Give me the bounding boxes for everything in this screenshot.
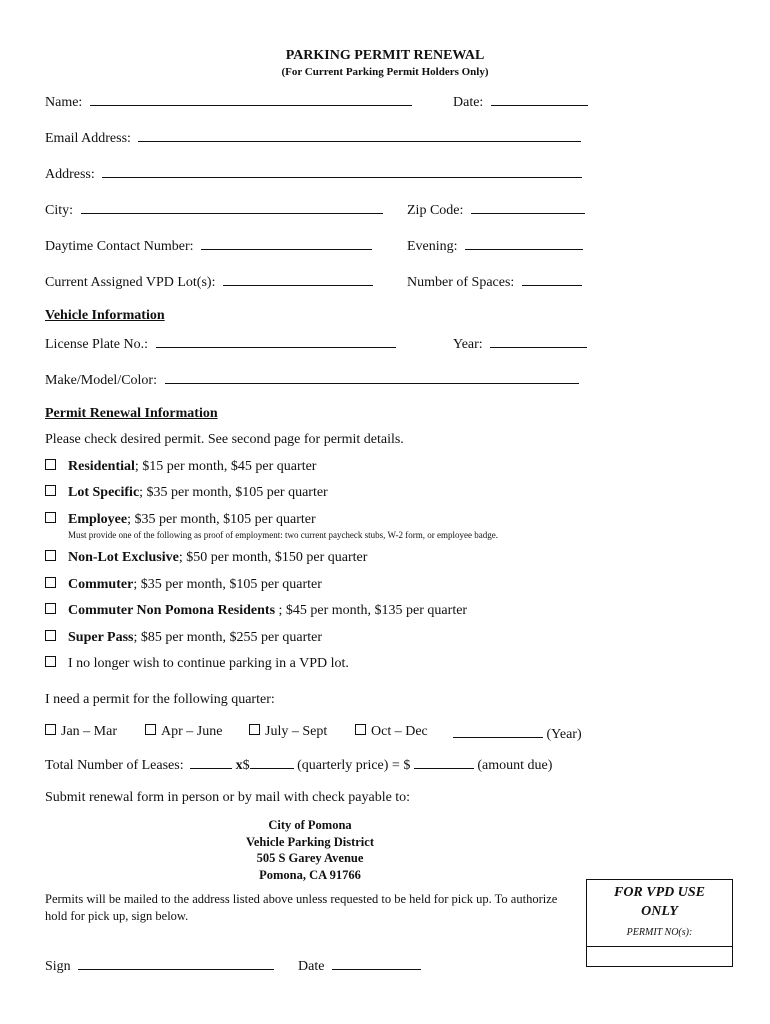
zip-row xyxy=(407,200,585,219)
permit-no-label: PERMIT NO(s): xyxy=(626,927,693,938)
spaces-row xyxy=(407,272,582,291)
quarter-jan xyxy=(45,724,117,740)
email-label: Email Address: xyxy=(45,131,131,146)
permit-option xyxy=(45,550,367,566)
permit-detail: ; $85 per month, $255 per quarter xyxy=(133,630,323,645)
email-row xyxy=(45,128,581,147)
sign-date-row xyxy=(298,956,421,975)
name-label: Name: xyxy=(45,95,83,110)
payee-address xyxy=(150,817,470,883)
address-row xyxy=(45,164,582,183)
permit-option xyxy=(45,603,467,619)
address-label: Address: xyxy=(45,167,95,182)
quarter-jan-checkbox[interactable] xyxy=(45,724,56,735)
lots-field[interactable] xyxy=(223,272,373,286)
commuter-non-pomona-checkbox[interactable] xyxy=(45,603,56,614)
evening-row xyxy=(407,236,583,255)
permit-name: Non-Lot Exclusive xyxy=(68,550,179,565)
sign-label: Sign xyxy=(45,959,71,974)
commuter-checkbox[interactable] xyxy=(45,577,56,588)
date-row xyxy=(453,92,588,111)
make-label: Make/Model/Color: xyxy=(45,373,157,388)
renewal-heading: Permit Renewal Information xyxy=(45,406,218,421)
plate-row xyxy=(45,334,396,353)
no-longer-label: I no longer wish to continue parking in a VPD lot. xyxy=(68,656,349,671)
daytime-row xyxy=(45,236,372,255)
evening-field[interactable] xyxy=(465,236,583,250)
permit-name: Commuter xyxy=(68,577,134,592)
permit-detail: ; $50 per month, $150 per quarter xyxy=(178,550,368,565)
sign-date-label: Date xyxy=(298,959,325,974)
vpd-use-title xyxy=(587,883,732,921)
quarter-label: Jan – Mar xyxy=(61,724,117,739)
dollar-sign: $ xyxy=(242,758,250,773)
payee-line: 505 S Garey Avenue xyxy=(256,851,364,865)
city-label: City: xyxy=(45,203,74,218)
permit-option xyxy=(45,512,316,528)
year-label: Year: xyxy=(453,337,483,352)
zip-label: Zip Code: xyxy=(407,203,464,218)
name-field[interactable] xyxy=(90,92,412,106)
permit-detail: ; $45 per month, $135 per quarter xyxy=(275,603,468,618)
name-row xyxy=(45,92,412,111)
quarter-year xyxy=(453,724,582,743)
signature-field[interactable] xyxy=(78,956,274,970)
daytime-field[interactable] xyxy=(201,236,372,250)
vehicle-heading: Vehicle Information xyxy=(45,308,165,323)
make-field[interactable] xyxy=(165,370,579,384)
make-row xyxy=(45,370,579,389)
permit-name: Employee xyxy=(68,512,128,527)
city-row xyxy=(45,200,383,219)
spaces-label: Number of Spaces: xyxy=(407,275,515,290)
leases-field[interactable] xyxy=(190,755,232,769)
quarter-oct-checkbox[interactable] xyxy=(355,724,366,735)
quarter-prompt: I need a permit for the following quarter: xyxy=(45,692,275,707)
quarter-oct xyxy=(355,724,428,740)
lots-label: Current Assigned VPD Lot(s): xyxy=(45,275,216,290)
quarter-label: Oct – Dec xyxy=(371,724,428,739)
payee-line: Vehicle Parking District xyxy=(246,834,374,849)
price-field[interactable] xyxy=(250,755,294,769)
form-title: PARKING PERMIT RENEWAL xyxy=(285,48,485,63)
year-field[interactable] xyxy=(490,334,587,348)
plate-label: License Plate No.: xyxy=(45,337,149,352)
permit-option xyxy=(45,656,349,672)
amount-field[interactable] xyxy=(414,755,474,769)
year-row xyxy=(453,334,587,353)
form-subtitle: (For Current Parking Permit Holders Only) xyxy=(281,66,489,78)
address-field[interactable] xyxy=(102,164,582,178)
permit-option xyxy=(45,577,322,593)
zip-field[interactable] xyxy=(471,200,585,214)
total-label: Total Number of Leases: xyxy=(45,758,184,773)
quarter-jul xyxy=(249,724,327,740)
date-field[interactable] xyxy=(491,92,588,106)
evening-label: Evening: xyxy=(407,239,458,254)
no-longer-checkbox[interactable] xyxy=(45,656,56,667)
permit-detail: ; $35 per month, $105 per quarter xyxy=(127,512,316,527)
vpd-title-line: ONLY xyxy=(641,904,678,919)
non-lot-exclusive-checkbox[interactable] xyxy=(45,550,56,561)
employee-checkbox[interactable] xyxy=(45,512,56,523)
email-field[interactable] xyxy=(138,128,581,142)
super-pass-checkbox[interactable] xyxy=(45,630,56,641)
quarter-year-label: (Year) xyxy=(546,727,582,742)
date-label: Date: xyxy=(453,95,484,110)
quarter-label: Apr – June xyxy=(161,724,223,739)
permit-detail: ; $35 per month, $105 per quarter xyxy=(133,577,322,592)
quarter-jul-checkbox[interactable] xyxy=(249,724,260,735)
lot-specific-checkbox[interactable] xyxy=(45,485,56,496)
multiply-sign: x xyxy=(235,758,243,773)
quarterly-label: (quarterly price) = $ xyxy=(297,758,411,773)
payee-line: Pomona, CA 91766 xyxy=(259,867,361,882)
quarter-label: July – Sept xyxy=(265,724,328,739)
renewal-instruction: Please check desired permit. See second page for permit details. xyxy=(45,432,404,447)
quarter-apr xyxy=(145,724,222,740)
submit-text: Submit renewal form in person or by mail with check payable to: xyxy=(45,790,411,805)
spaces-field[interactable] xyxy=(522,272,582,286)
vpd-use-box xyxy=(586,879,733,967)
permit-name: Residential xyxy=(68,459,135,474)
permit-name: Commuter Non Pomona Residents xyxy=(68,603,276,618)
total-row xyxy=(45,755,552,774)
payee-line: City of Pomona xyxy=(268,818,352,832)
permit-name: Super Pass xyxy=(68,630,134,645)
plate-field[interactable] xyxy=(156,334,396,348)
employee-note: Must provide one of the following as proof of employment: two current paycheck stubs, W-2 form, or employee badge. xyxy=(68,530,498,540)
permit-option xyxy=(45,459,316,475)
mailing-note: Permits will be mailed to the address listed above unless requested to be held for pick up. To authorize hold for pick up, sign below. xyxy=(45,892,558,923)
city-field[interactable] xyxy=(81,200,383,214)
daytime-label: Daytime Contact Number: xyxy=(45,239,194,254)
permit-name: Lot Specific xyxy=(68,485,140,500)
permit-detail: ; $35 per month, $105 per quarter xyxy=(139,485,328,500)
quarter-apr-checkbox[interactable] xyxy=(145,724,156,735)
vpd-title-line: FOR VPD USE xyxy=(613,885,706,900)
sign-date-field[interactable] xyxy=(332,956,421,970)
lots-row xyxy=(45,272,373,291)
residential-checkbox[interactable] xyxy=(45,459,56,470)
permit-option xyxy=(45,485,328,501)
permit-option xyxy=(45,630,322,646)
amount-due-label: (amount due) xyxy=(477,758,553,773)
sign-row xyxy=(45,956,274,975)
quarter-year-field[interactable] xyxy=(453,724,543,738)
permit-detail: ; $15 per month, $45 per quarter xyxy=(134,459,317,474)
